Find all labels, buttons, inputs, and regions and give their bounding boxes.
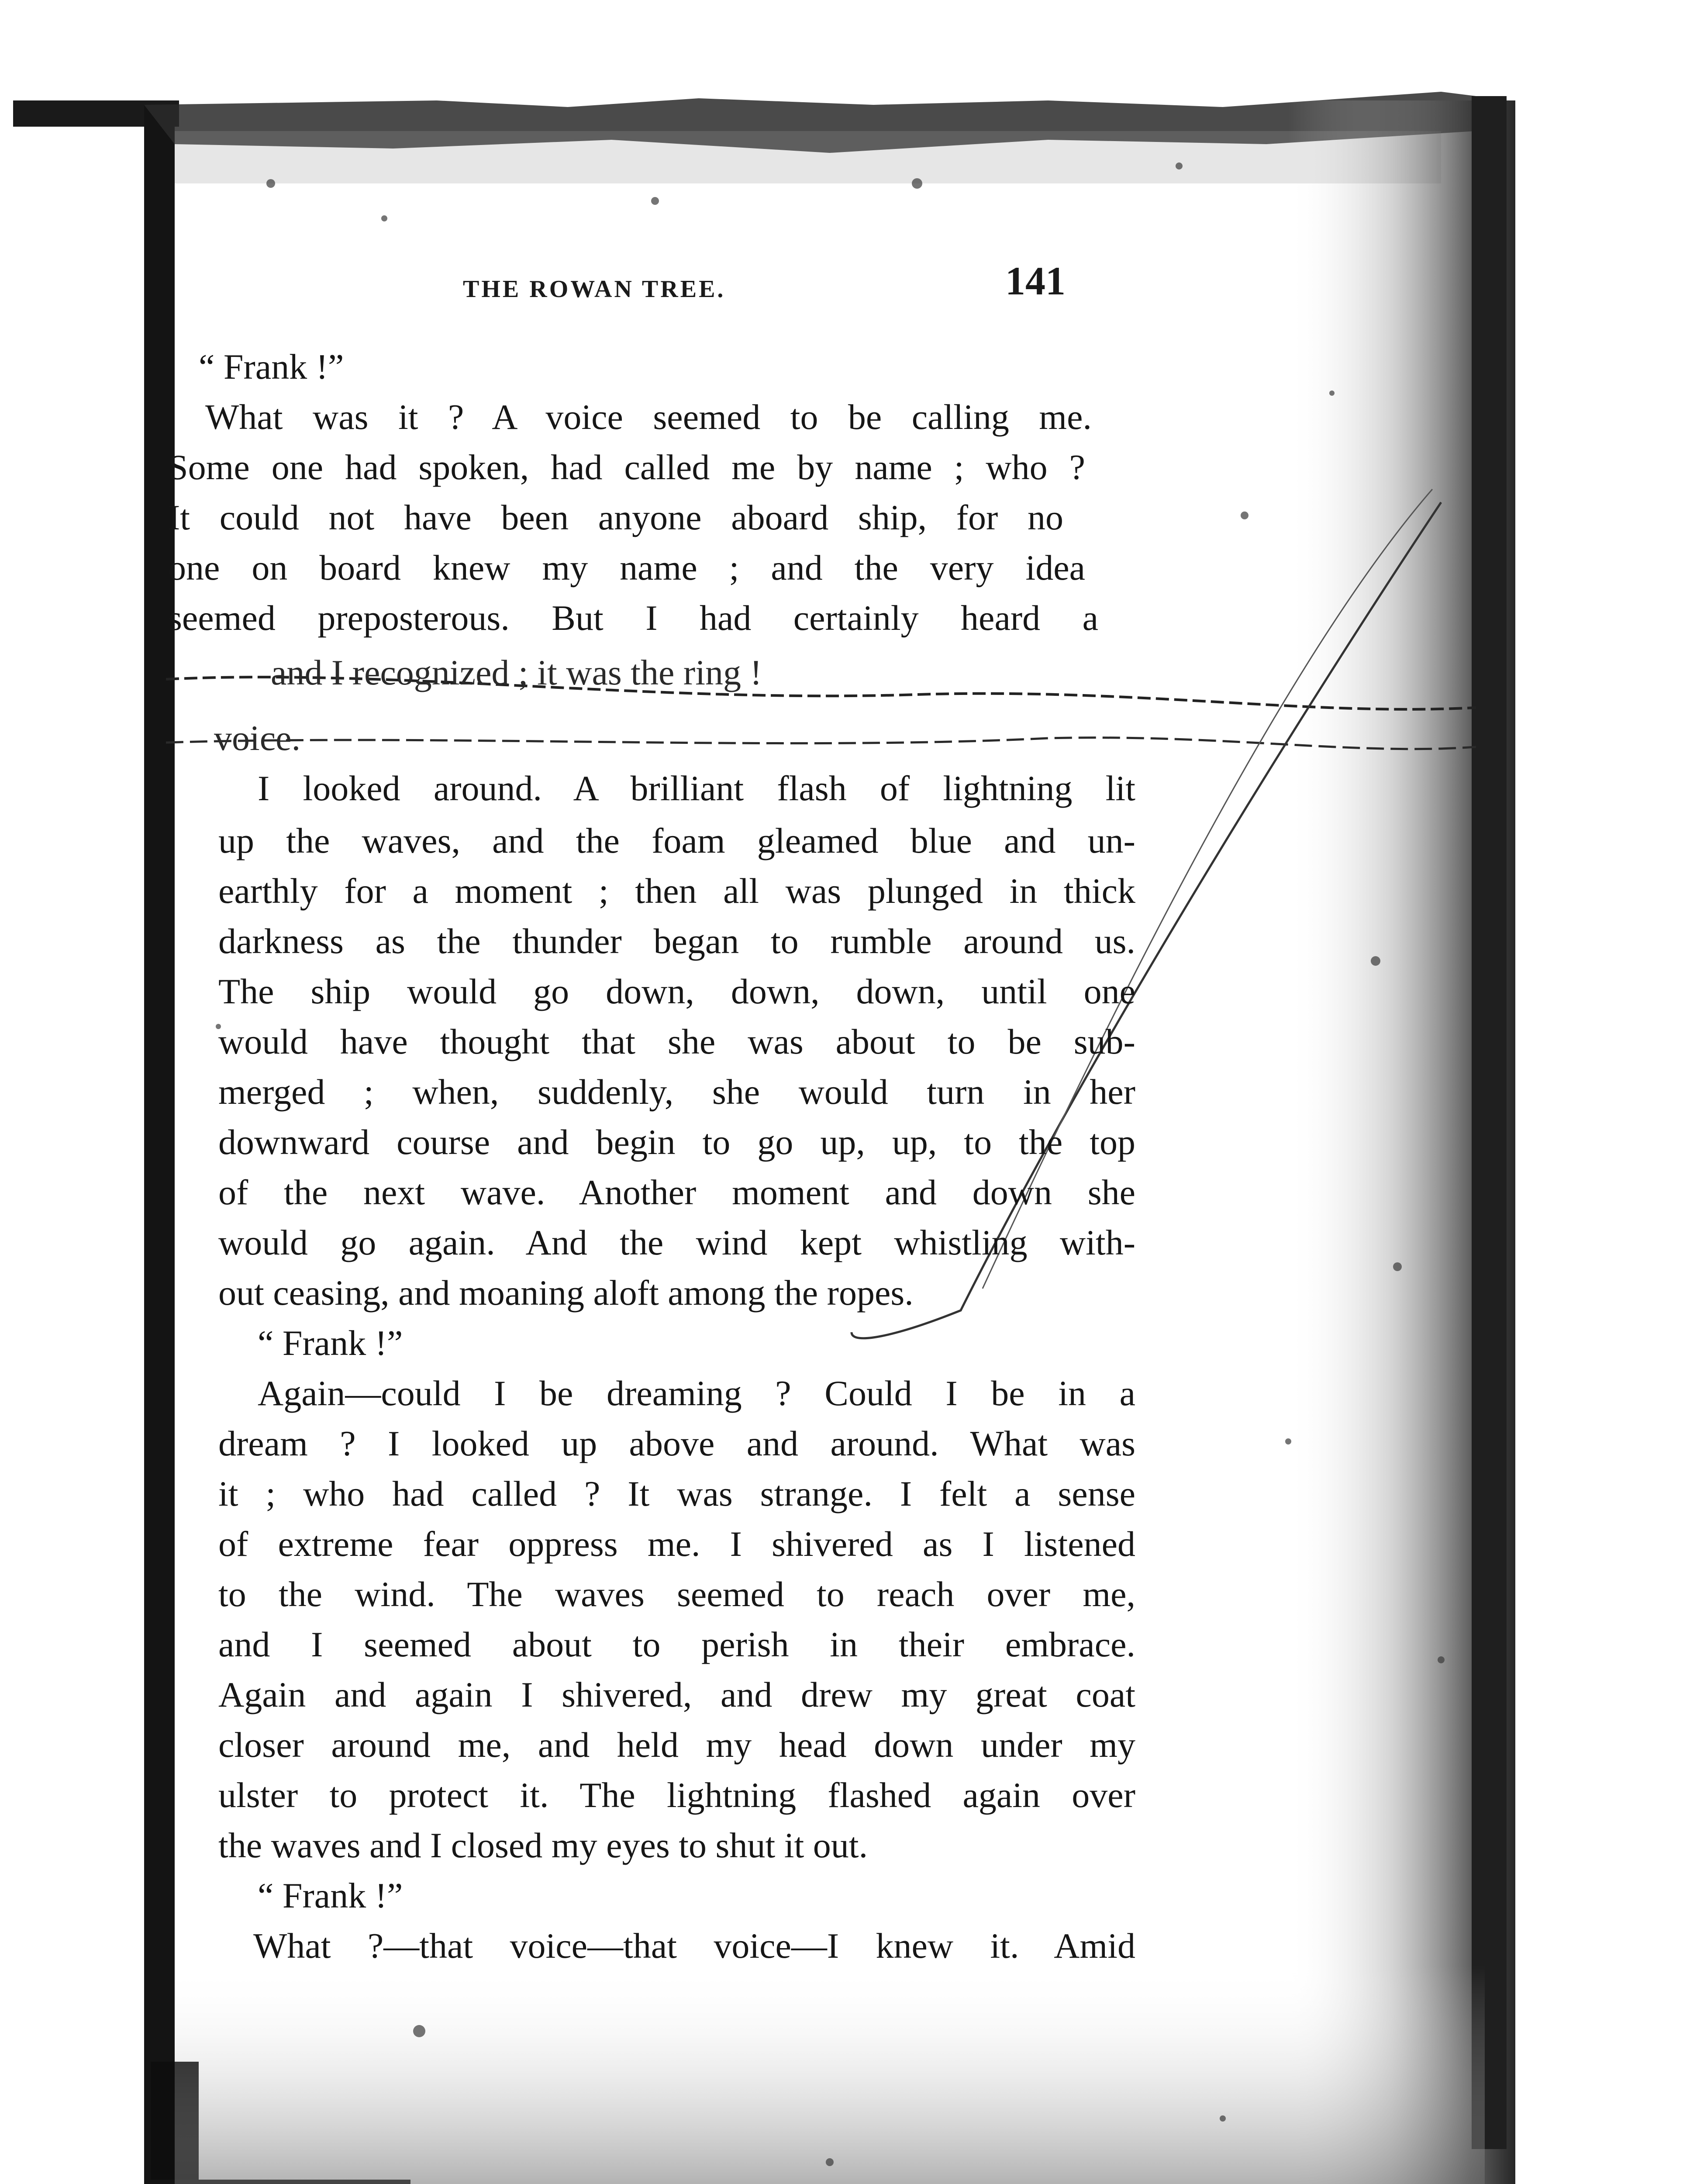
page-number: 141 [1005,259,1066,303]
text-line: What was it ? A voice seemed to be calling me. [205,397,1092,437]
text-line: dream ? I looked up above and around. What was [218,1424,1135,1463]
torn-text-line: voice. [214,718,301,758]
text-line: would have thought that she was about to be sub- [218,1022,1135,1061]
text-line: “ Frank !” [258,1876,403,1915]
text-line: it ; who had called ? It was strange. I felt a sense [218,1474,1135,1514]
text-line: up the waves, and the foam gleamed blue and un- [218,821,1135,860]
text-line: one on board knew my name ; and the very idea [168,548,1085,587]
text-line: closer around me, and held my head down under my [218,1725,1135,1765]
text-line: downward course and begin to go up, up, to the top [218,1122,1135,1162]
text-line: of extreme fear oppress me. I shivered as I listened [218,1524,1135,1564]
text-line: I looked around. A brilliant flash of lightning lit [258,768,1135,808]
text-line: merged ; when, suddenly, she would turn in her [218,1072,1135,1112]
text-line: seemed preposterous. But I had certainly heard a [168,598,1098,638]
text-line: Some one had spoken, had called me by name ; who ? [168,447,1085,487]
text-line: would go again. And the wind kept whistling with- [218,1223,1135,1262]
torn-text-line: and I recognized ; it was the ring ! [271,653,762,692]
text-line: earthly for a moment ; then all was plunged in thick [218,871,1135,911]
text-line: Again—could I be dreaming ? Could I be in a [258,1373,1135,1413]
text-line: ulster to protect it. The lightning flashed again over [218,1775,1135,1815]
text-line: What ?—that voice—that voice—I knew it. Amid [253,1926,1135,1966]
text-line: and I seemed about to perish in their embrace. [218,1624,1135,1664]
text-line: the waves and I closed my eyes to shut it out. [218,1825,868,1865]
running-title: THE ROWAN TREE. [463,276,726,303]
text-line: out ceasing, and moaning aloft among the ropes. [218,1273,914,1313]
text-line: Again and again I shivered, and drew my great coat [218,1675,1135,1714]
text-line: “ Frank !” [199,347,344,387]
text-line: It could not have been anyone aboard ship, for no [168,498,1063,537]
text-line: of the next wave. Another moment and down she [218,1172,1135,1212]
text-line: to the wind. The waves seemed to reach over me, [218,1574,1135,1614]
text-line: The ship would go down, down, down, until one [218,971,1135,1011]
text-line: darkness as the thunder began to rumble around us. [218,921,1135,961]
text-line: “ Frank !” [258,1323,403,1363]
